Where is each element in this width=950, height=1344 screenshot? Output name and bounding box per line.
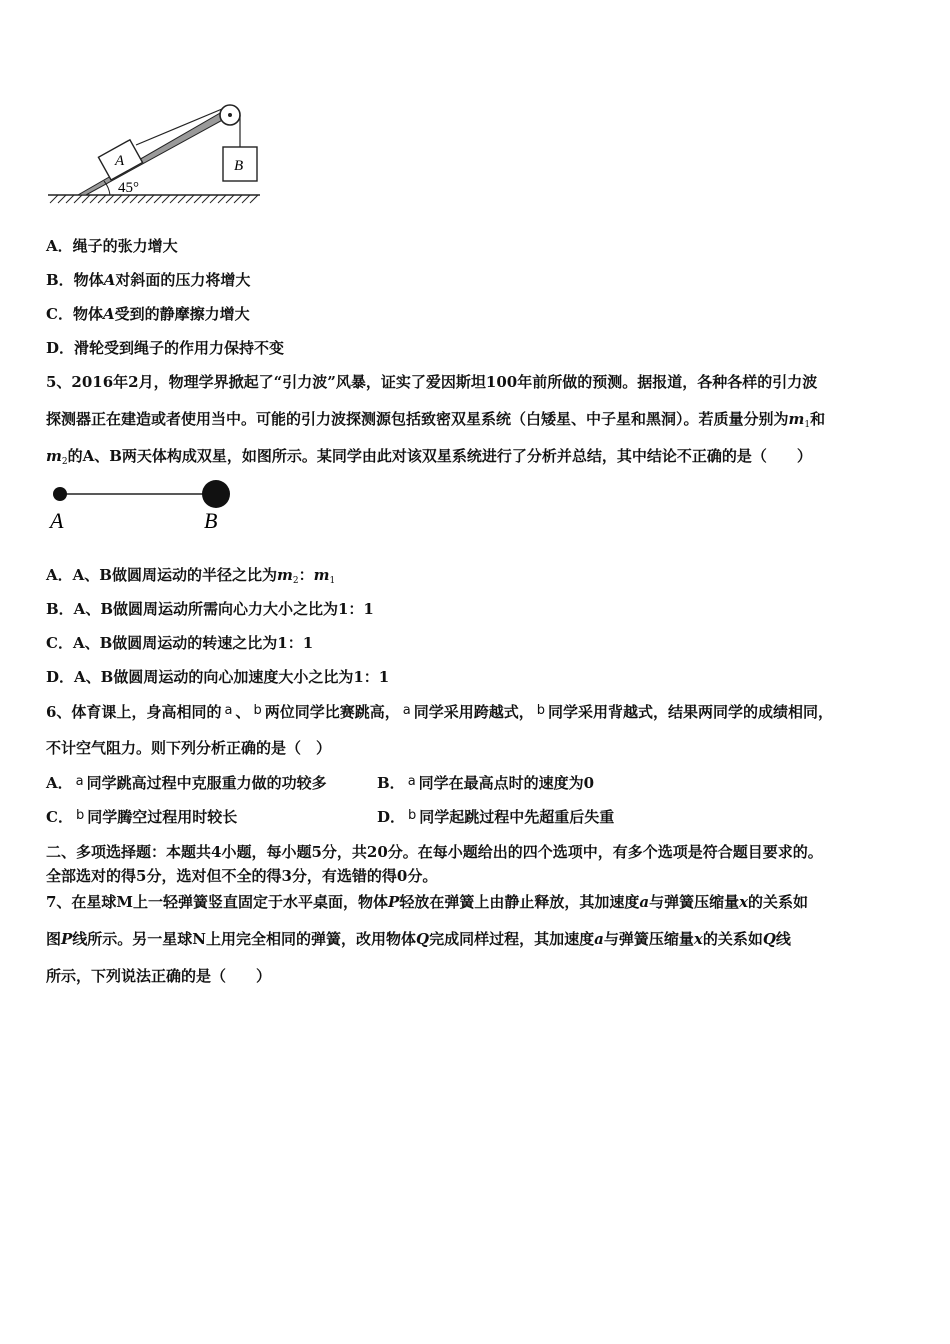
- q4-option-d: D．滑轮受到绳子的作用力保持不变: [46, 339, 285, 357]
- q6-option-d-var: b: [408, 808, 417, 823]
- q7-var-q-2: Q: [762, 930, 776, 948]
- q5-m2-sub: 2: [61, 457, 68, 467]
- q7-l2-d: 与弹簧压缩量: [603, 930, 694, 948]
- q7-var-p: P: [388, 893, 400, 911]
- q6-option-c-text: 同学腾空过程用时较长: [87, 808, 238, 826]
- q6-option-d-label: D．: [377, 808, 406, 826]
- star-b: [202, 480, 230, 508]
- q6-option-a-label: A．: [46, 774, 73, 792]
- ground-hatching: [48, 195, 260, 203]
- q4-option-c-pre: C．物体: [46, 305, 103, 323]
- q5-option-a-m2: m: [276, 566, 293, 584]
- q4-option-b-obj: A: [103, 271, 116, 289]
- angle-label: 45°: [118, 180, 139, 196]
- q4-option-b-pre: B．物体: [46, 271, 104, 289]
- section2-heading-line2: 全部选对的得5分，选对但不全的得3分，有选错的得0分。: [46, 867, 438, 885]
- q7-l2-c: 完成同样过程，其加速度: [429, 930, 595, 948]
- q7-l1-c: 与弹簧压缩量: [649, 893, 740, 911]
- q5-option-d: D．A、B做圆周运动的向心加速度大小之比为1：1: [46, 668, 390, 686]
- q6-sep: 、: [235, 703, 251, 721]
- q5-option-a-sub1: 1: [329, 576, 336, 586]
- q5-stem-line3-post: 的A、B两天体构成双星，如图所示。某同学由此对该双星系统进行了分析并总结，其中结论不正确的是（ ）: [67, 447, 812, 465]
- q5-m2: m: [46, 447, 62, 465]
- q7-var-a: a: [639, 893, 650, 911]
- q4-option-c-obj: A: [102, 305, 115, 323]
- q6-option-b-var: a: [407, 774, 416, 789]
- q4-option-c-post: 受到的静摩擦力增大: [114, 305, 250, 323]
- q5-stem-line1: 5、2016年2月，物理学界掀起了“引力波”风暴，证实了爱因斯坦100年前所做的预测。据报道，各种各样的引力波: [46, 373, 818, 391]
- incline-pulley-figure: [40, 95, 270, 210]
- q6-stem-line1: [46, 701, 833, 722]
- q6-option-c: [46, 806, 237, 827]
- q5-stem-line2: [46, 409, 825, 435]
- pulley-axle: [228, 113, 232, 117]
- q7-stem-line3: 所示，下列说法正确的是（ ）: [46, 967, 272, 985]
- q7-l2-e: 的关系如: [702, 930, 763, 948]
- q6-option-c-var: b: [75, 808, 85, 823]
- q5-stem-line2-post: 和: [810, 410, 826, 428]
- q6-stem-p3: 同学采用跨越式，: [413, 703, 534, 721]
- q7-l2-f: 线: [775, 930, 791, 948]
- q4-option-b-post: 对斜面的压力将增大: [115, 271, 251, 289]
- q4-option-c: [46, 304, 250, 324]
- binary-star-figure: [44, 474, 244, 536]
- q6-option-a-var: a: [75, 774, 84, 789]
- q7-var-x-2: x: [693, 930, 703, 948]
- star-b-label: B: [204, 508, 218, 533]
- q6-option-d-text: 同学起跳过程中先超重后失重: [419, 808, 615, 826]
- q7-var-q: Q: [416, 930, 430, 948]
- q5-stem-line3: [46, 446, 812, 472]
- q6-var-a-2: a: [402, 703, 411, 718]
- incline-board: [78, 112, 228, 195]
- q6-stem-p4: 同学采用背越式，结果两同学的成绩相同，: [547, 703, 833, 721]
- q5-option-a-m1: m: [313, 566, 330, 584]
- q5-m1-sub: 1: [804, 420, 811, 430]
- q6-option-d: [377, 806, 614, 827]
- q6-var-a: a: [224, 703, 233, 718]
- q7-var-a-2: a: [594, 930, 604, 948]
- q5-option-a-pre: A．A、B做圆周运动的半径之比为: [46, 566, 277, 584]
- q5-option-a: [46, 565, 335, 591]
- q6-option-a-text: 同学跳高过程中克服重力做的功较多: [86, 774, 327, 792]
- q7-l1-d: 的关系如: [748, 893, 809, 911]
- q7-stem-line1: [46, 892, 808, 912]
- q7-l1-a: 7、在星球M上一轻弹簧竖直固定于水平桌面，物体: [46, 893, 389, 911]
- q6-var-b-2: b: [536, 703, 545, 718]
- q5-option-b: B．A、B做圆周运动所需向心力大小之比为1：1: [46, 600, 374, 618]
- q5-option-c: C．A、B做圆周运动的转速之比为1：1: [46, 634, 314, 652]
- q6-var-b: b: [253, 703, 262, 718]
- section2-heading-line1: 二、多项选择题：本题共4小题，每小题5分，共20分。在每小题给出的四个选项中，有多个选项是符合题目要求的。: [46, 843, 823, 861]
- q5-stem-line2-pre: 探测器正在建造或者使用当中。可能的引力波探测源包括致密双星系统（白矮星、中子星和黑洞）。若质量分别为: [46, 410, 789, 428]
- q6-option-c-label: C．: [46, 808, 73, 826]
- q6-option-b: [377, 772, 594, 793]
- block-a-label: A: [115, 153, 125, 169]
- q6-stem-p2: 两位同学比赛跳高，: [264, 703, 400, 721]
- block-a: [98, 140, 142, 180]
- q5-option-a-sub2: 2: [292, 576, 299, 586]
- star-a: [53, 487, 67, 501]
- q7-l2-a: 图: [46, 930, 62, 948]
- q6-stem-line2: 不计空气阻力。则下列分析正确的是（ ）: [46, 739, 332, 757]
- q6-option-b-text: 同学在最高点时的速度为0: [418, 774, 595, 792]
- q5-m1: m: [788, 410, 805, 428]
- star-a-label: A: [50, 508, 64, 533]
- block-b-label: B: [234, 158, 244, 174]
- q6-option-b-label: B．: [377, 774, 405, 792]
- q6-stem-p1: 6、体育课上，身高相同的: [46, 703, 222, 721]
- q7-var-p-2: P: [61, 930, 73, 948]
- q7-l1-b: 轻放在弹簧上由静止释放，其加速度: [399, 893, 640, 911]
- q4-option-b: [46, 270, 250, 290]
- q6-option-a: [46, 772, 327, 793]
- q7-l2-b: 线所示。另一星球N上用完全相同的弹簧，改用物体: [72, 930, 417, 948]
- q5-option-a-colon: ：: [298, 566, 314, 584]
- q7-var-x: x: [739, 893, 749, 911]
- q7-stem-line2: [46, 929, 791, 949]
- q4-option-a: A．绳子的张力增大: [46, 237, 178, 255]
